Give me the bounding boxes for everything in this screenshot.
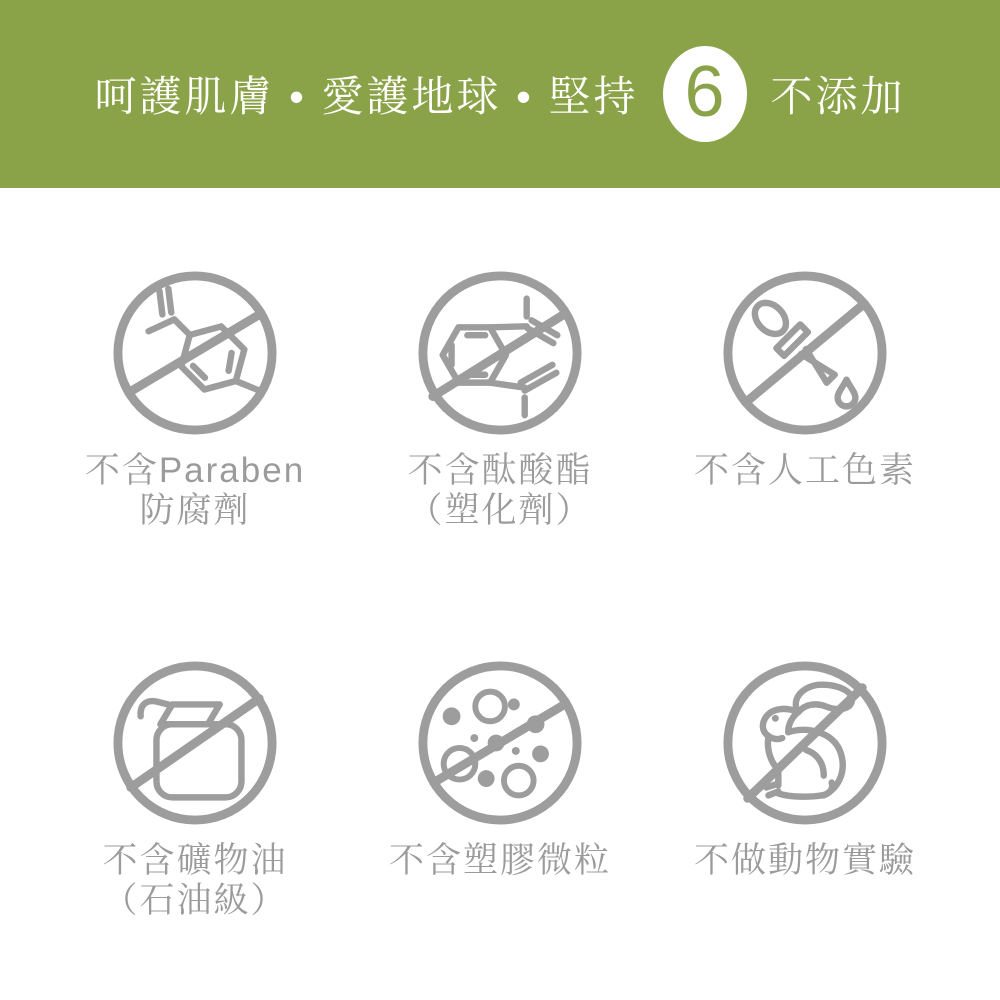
caption: [389, 841, 611, 921]
no-dropper-colorant-icon: [721, 269, 889, 437]
caption-line-2: [389, 881, 611, 921]
caption-line-2: （塑化劑）: [407, 491, 593, 530]
no-mineral-oil-jug-icon: [111, 659, 279, 827]
caption-line-2: [694, 491, 916, 531]
caption: [694, 451, 916, 531]
no-phthalate-item: [348, 269, 653, 531]
caption: [694, 841, 916, 921]
caption-line-1: 不含人工色素: [693, 451, 916, 490]
caption-line-2: [694, 881, 916, 921]
count-badge: [663, 46, 747, 142]
no-animal-testing-rabbit-icon: [721, 659, 889, 827]
caption-line-1: 不含Paraben: [84, 451, 306, 490]
banner-title: 呵護肌膚 • 愛護地球 • 堅持: [94, 73, 639, 120]
no-mineral-oil-item: [43, 659, 348, 921]
no-microbeads-item: [348, 659, 653, 921]
caption-line-2: （石油級）: [102, 881, 288, 920]
caption-line-1: 不含塑膠微粒: [388, 841, 611, 880]
top-banner: [0, 0, 1000, 188]
no-paraben-molecule-icon: [111, 269, 279, 437]
caption: [407, 451, 592, 531]
caption-line-1: 不做動物實驗: [693, 841, 916, 880]
count-number: 6: [684, 52, 725, 132]
no-plastic-microbeads-icon: [416, 659, 584, 827]
icon-row-2: [0, 659, 1000, 921]
no-phthalate-molecule-icon: [416, 269, 584, 437]
no-animal-testing-item: [653, 659, 958, 921]
caption: [102, 841, 287, 921]
icon-row-1: [0, 269, 1000, 531]
caption: [85, 451, 305, 531]
caption-line-1: 不含礦物油: [102, 841, 288, 880]
no-artificial-color-item: [653, 269, 958, 531]
banner-suffix: 不添加: [770, 73, 906, 120]
caption-line-1: 不含酞酸酯: [407, 451, 593, 490]
caption-line-2: 防腐劑: [139, 491, 251, 530]
no-paraben-item: [43, 269, 348, 531]
